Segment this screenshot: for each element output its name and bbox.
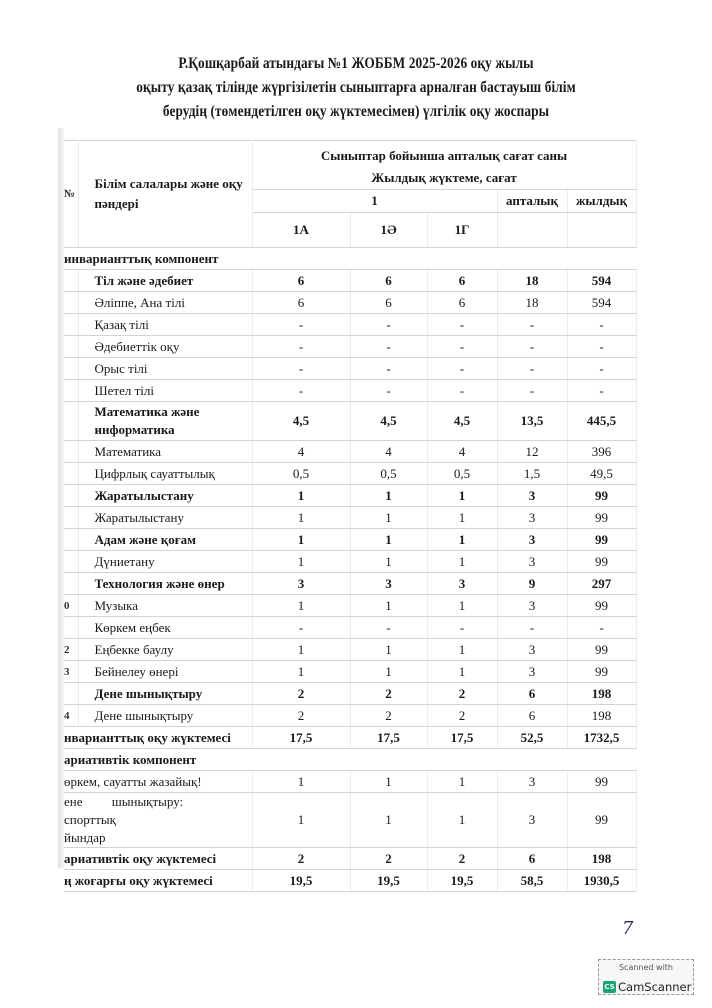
subject-name: Дене шынықтыру — [78, 705, 252, 727]
value-weekly: - — [497, 336, 567, 358]
header-weekly: апталық — [497, 190, 567, 213]
row-index — [64, 441, 78, 463]
value-1a: 3 — [252, 573, 350, 595]
value-annual: - — [567, 617, 636, 639]
document-title — [50, 52, 662, 124]
subject-line-1: ене шынықтыру: спорттық — [64, 794, 184, 827]
row-index: 2 — [64, 639, 78, 661]
value-weekly: 6 — [497, 705, 567, 727]
camscanner-watermark — [598, 959, 694, 995]
value-1a: - — [252, 617, 350, 639]
subject-name: Адам және қоғам — [78, 529, 252, 551]
value-1g: 3 — [427, 573, 497, 595]
subject-name: Цифрлық сауаттылық — [78, 463, 252, 485]
subject-name: Дүниетану — [78, 551, 252, 573]
subject-name: Орыс тілі — [78, 358, 252, 380]
value-weekly: - — [497, 617, 567, 639]
value-1ae: 1 — [350, 485, 427, 507]
row-index — [64, 463, 78, 485]
value-1ae: - — [350, 380, 427, 402]
section-variative: ариативтік компонент — [64, 749, 636, 771]
value-weekly: 3 — [497, 595, 567, 617]
value-1g: 1 — [427, 595, 497, 617]
value-weekly: 3 — [497, 639, 567, 661]
value-1a: 1 — [252, 485, 350, 507]
invariant-total-row-label: нварианттық оқу жүктемесі — [64, 727, 252, 749]
camscanner-logo-icon: CS — [604, 982, 615, 991]
value-1g: 0,5 — [427, 463, 497, 485]
header-annual-empty — [567, 213, 636, 248]
value-weekly: 6 — [497, 683, 567, 705]
value-1a: 1 — [252, 793, 350, 848]
value-weekly: - — [497, 358, 567, 380]
row-index — [64, 358, 78, 380]
value-1ae: 1 — [350, 507, 427, 529]
row-index — [64, 551, 78, 573]
subject-name: Жаратылыстану — [78, 507, 252, 529]
subject-name: Әдебиеттік оқу — [78, 336, 252, 358]
title-line-1: Р.Қошқарбай атындағы №1 ЖОББМ 2025-2026 оқу жылы — [178, 55, 534, 72]
value-1ae: 4,5 — [350, 402, 427, 441]
value-1ae: 1 — [350, 793, 427, 848]
table-row — [64, 617, 636, 639]
value-1g: 1 — [427, 529, 497, 551]
value-annual: 198 — [567, 848, 636, 870]
value-annual: 1930,5 — [567, 870, 636, 892]
header-hours-title — [252, 141, 636, 190]
row-index: 3 — [64, 661, 78, 683]
header-subject: Білім салалары және оқу пәндері — [78, 141, 252, 248]
table-row — [64, 639, 636, 661]
value-annual: 99 — [567, 507, 636, 529]
value-weekly: 3 — [497, 507, 567, 529]
value-1g: 1 — [427, 485, 497, 507]
value-1a: 1 — [252, 507, 350, 529]
value-weekly: 18 — [497, 292, 567, 314]
invariant-total-row — [64, 727, 636, 749]
value-weekly: 3 — [497, 771, 567, 793]
value-annual: 396 — [567, 441, 636, 463]
value-weekly: 3 — [497, 661, 567, 683]
subject-name: Көркем еңбек — [78, 617, 252, 639]
value-annual: 198 — [567, 683, 636, 705]
table-row — [64, 529, 636, 551]
value-1ae: 19,5 — [350, 870, 427, 892]
title-line-2: оқыту қазақ тілінде жүргізілетін сыныптарға арналған бастауыш білім — [136, 79, 576, 96]
section-invariant: инварианттық компонент — [64, 248, 636, 270]
value-1a: 1 — [252, 771, 350, 793]
value-1g: 1 — [427, 793, 497, 848]
subject-name — [64, 793, 252, 848]
table-row — [64, 551, 636, 573]
value-1g: 1 — [427, 551, 497, 573]
value-weekly: 58,5 — [497, 870, 567, 892]
value-1g: 1 — [427, 639, 497, 661]
subject-line-2: йындар — [64, 830, 106, 845]
value-weekly: 3 — [497, 551, 567, 573]
value-weekly: 12 — [497, 441, 567, 463]
table-row — [64, 336, 636, 358]
value-1a: 2 — [252, 683, 350, 705]
value-weekly: - — [497, 380, 567, 402]
value-annual: 99 — [567, 639, 636, 661]
subject-name: Қазақ тілі — [78, 314, 252, 336]
table-row — [64, 292, 636, 314]
value-weekly: - — [497, 314, 567, 336]
value-1g: - — [427, 380, 497, 402]
value-1ae: 1 — [350, 551, 427, 573]
value-1a: 1 — [252, 529, 350, 551]
value-annual: - — [567, 380, 636, 402]
row-index: 0 — [64, 595, 78, 617]
value-annual: - — [567, 314, 636, 336]
table-row — [64, 402, 636, 441]
row-index — [64, 683, 78, 705]
table-row — [64, 314, 636, 336]
value-annual: 297 — [567, 573, 636, 595]
value-1g: 19,5 — [427, 870, 497, 892]
subject-name: Математика — [78, 441, 252, 463]
value-1g: 17,5 — [427, 727, 497, 749]
subject-name: Музыка — [78, 595, 252, 617]
row-index: 4 — [64, 705, 78, 727]
watermark-scanned-with: Scanned with — [618, 963, 674, 972]
value-annual: 99 — [567, 793, 636, 848]
value-1g: - — [427, 617, 497, 639]
value-annual: 99 — [567, 771, 636, 793]
value-1ae: 1 — [350, 661, 427, 683]
value-1g: 2 — [427, 705, 497, 727]
subject-name: Жаратылыстану — [78, 485, 252, 507]
value-1ae: - — [350, 617, 427, 639]
row-index — [64, 314, 78, 336]
value-1g: 6 — [427, 292, 497, 314]
subject-name: Бейнелеу өнері — [78, 661, 252, 683]
header-class-1a: 1А — [252, 213, 350, 248]
value-1g: - — [427, 314, 497, 336]
value-1a: 1 — [252, 595, 350, 617]
value-1ae: 6 — [350, 292, 427, 314]
header-annual: жылдық — [567, 190, 636, 213]
value-1a: 17,5 — [252, 727, 350, 749]
max-total-row — [64, 870, 636, 892]
value-weekly: 3 — [497, 485, 567, 507]
value-1ae: 2 — [350, 705, 427, 727]
subject-name: Технология және өнер — [78, 573, 252, 595]
value-1g: 4 — [427, 441, 497, 463]
value-1g: 1 — [427, 507, 497, 529]
curriculum-table — [64, 140, 637, 892]
row-index — [64, 270, 78, 292]
value-annual: 99 — [567, 529, 636, 551]
value-1g: 2 — [427, 683, 497, 705]
value-annual: 594 — [567, 270, 636, 292]
value-weekly: 1,5 — [497, 463, 567, 485]
value-1ae: 3 — [350, 573, 427, 595]
value-weekly: 52,5 — [497, 727, 567, 749]
value-annual: 594 — [567, 292, 636, 314]
value-1ae: 0,5 — [350, 463, 427, 485]
value-1a: - — [252, 380, 350, 402]
value-annual: 198 — [567, 705, 636, 727]
subject-name: Еңбекке баулу — [78, 639, 252, 661]
value-1a: 1 — [252, 639, 350, 661]
row-index — [64, 529, 78, 551]
row-index — [64, 336, 78, 358]
max-total-row-label: ң жоғарғы оқу жүктемесі — [64, 870, 252, 892]
value-annual: - — [567, 358, 636, 380]
subject-name: өркем, сауатты жазайық! — [64, 771, 252, 793]
value-1ae: 17,5 — [350, 727, 427, 749]
value-annual: 49,5 — [567, 463, 636, 485]
table-row — [64, 441, 636, 463]
header-weekly-hours: Сыныптар бойынша апталық сағат саны — [320, 148, 568, 163]
table-row — [64, 683, 636, 705]
value-annual: - — [567, 336, 636, 358]
value-1ae: - — [350, 358, 427, 380]
value-annual: 99 — [567, 485, 636, 507]
value-1g: 2 — [427, 848, 497, 870]
value-1g: - — [427, 358, 497, 380]
header-class-1ae: 1Ә — [350, 213, 427, 248]
row-index — [64, 292, 78, 314]
value-1ae: 1 — [350, 529, 427, 551]
value-weekly: 13,5 — [497, 402, 567, 441]
header-class-1g: 1Г — [427, 213, 497, 248]
value-1a: 0,5 — [252, 463, 350, 485]
value-1g: 1 — [427, 661, 497, 683]
variative-total-row-label: ариативтік оқу жүктемесі — [64, 848, 252, 870]
table-row — [64, 705, 636, 727]
row-index — [64, 617, 78, 639]
value-1a: 1 — [252, 551, 350, 573]
value-1a: 4,5 — [252, 402, 350, 441]
value-annual: 99 — [567, 551, 636, 573]
subject-name: Дене шынықтыру — [78, 683, 252, 705]
table-row — [64, 793, 636, 848]
page-number: 7 — [622, 918, 634, 939]
table-row — [64, 573, 636, 595]
value-1ae: 4 — [350, 441, 427, 463]
table-row — [64, 380, 636, 402]
table-row — [64, 358, 636, 380]
row-index — [64, 402, 78, 441]
value-1a: 6 — [252, 270, 350, 292]
value-1ae: 1 — [350, 595, 427, 617]
table-row — [64, 485, 636, 507]
section-variative-row — [64, 749, 636, 771]
value-1a: 2 — [252, 705, 350, 727]
value-1ae: 2 — [350, 683, 427, 705]
value-1a: - — [252, 314, 350, 336]
value-1g: 4,5 — [427, 402, 497, 441]
row-index — [64, 485, 78, 507]
value-weekly: 6 — [497, 848, 567, 870]
value-1g: 1 — [427, 771, 497, 793]
value-1a: - — [252, 336, 350, 358]
header-weekly-empty — [497, 213, 567, 248]
value-1a: 4 — [252, 441, 350, 463]
table-row — [64, 463, 636, 485]
table-row — [64, 771, 636, 793]
header-grade: 1 — [252, 190, 497, 213]
value-1g: 6 — [427, 270, 497, 292]
value-weekly: 18 — [497, 270, 567, 292]
header-annual-load: Жылдық жүктеме, сағат — [371, 170, 517, 185]
value-weekly: 3 — [497, 793, 567, 848]
value-annual: 1732,5 — [567, 727, 636, 749]
variative-total-row — [64, 848, 636, 870]
value-1ae: 1 — [350, 639, 427, 661]
value-1ae: 1 — [350, 771, 427, 793]
header-index: № — [64, 141, 78, 248]
subject-name: Тіл және әдебиет — [78, 270, 252, 292]
value-1ae: 6 — [350, 270, 427, 292]
value-weekly: 9 — [497, 573, 567, 595]
table-row — [64, 595, 636, 617]
table-row — [64, 661, 636, 683]
value-1a: 19,5 — [252, 870, 350, 892]
value-1a: 6 — [252, 292, 350, 314]
subject-name: Шетел тілі — [78, 380, 252, 402]
value-annual: 99 — [567, 595, 636, 617]
value-1a: 2 — [252, 848, 350, 870]
value-1ae: - — [350, 314, 427, 336]
table-row — [64, 507, 636, 529]
value-annual: 445,5 — [567, 402, 636, 441]
value-1ae: 2 — [350, 848, 427, 870]
watermark-brand: CamScanner — [618, 979, 692, 994]
subject-name: Әліппе, Ана тілі — [78, 292, 252, 314]
value-1a: 1 — [252, 661, 350, 683]
row-index — [64, 380, 78, 402]
row-index — [64, 507, 78, 529]
value-1a: - — [252, 358, 350, 380]
value-1ae: - — [350, 336, 427, 358]
subject-name: Математика және информатика — [78, 402, 252, 441]
value-annual: 99 — [567, 661, 636, 683]
title-line-3: берудің (төмендетілген оқу жүктемесімен) үлгілік оқу жоспары — [162, 103, 550, 120]
value-weekly: 3 — [497, 529, 567, 551]
value-1g: - — [427, 336, 497, 358]
table-row — [64, 270, 636, 292]
row-index — [64, 573, 78, 595]
